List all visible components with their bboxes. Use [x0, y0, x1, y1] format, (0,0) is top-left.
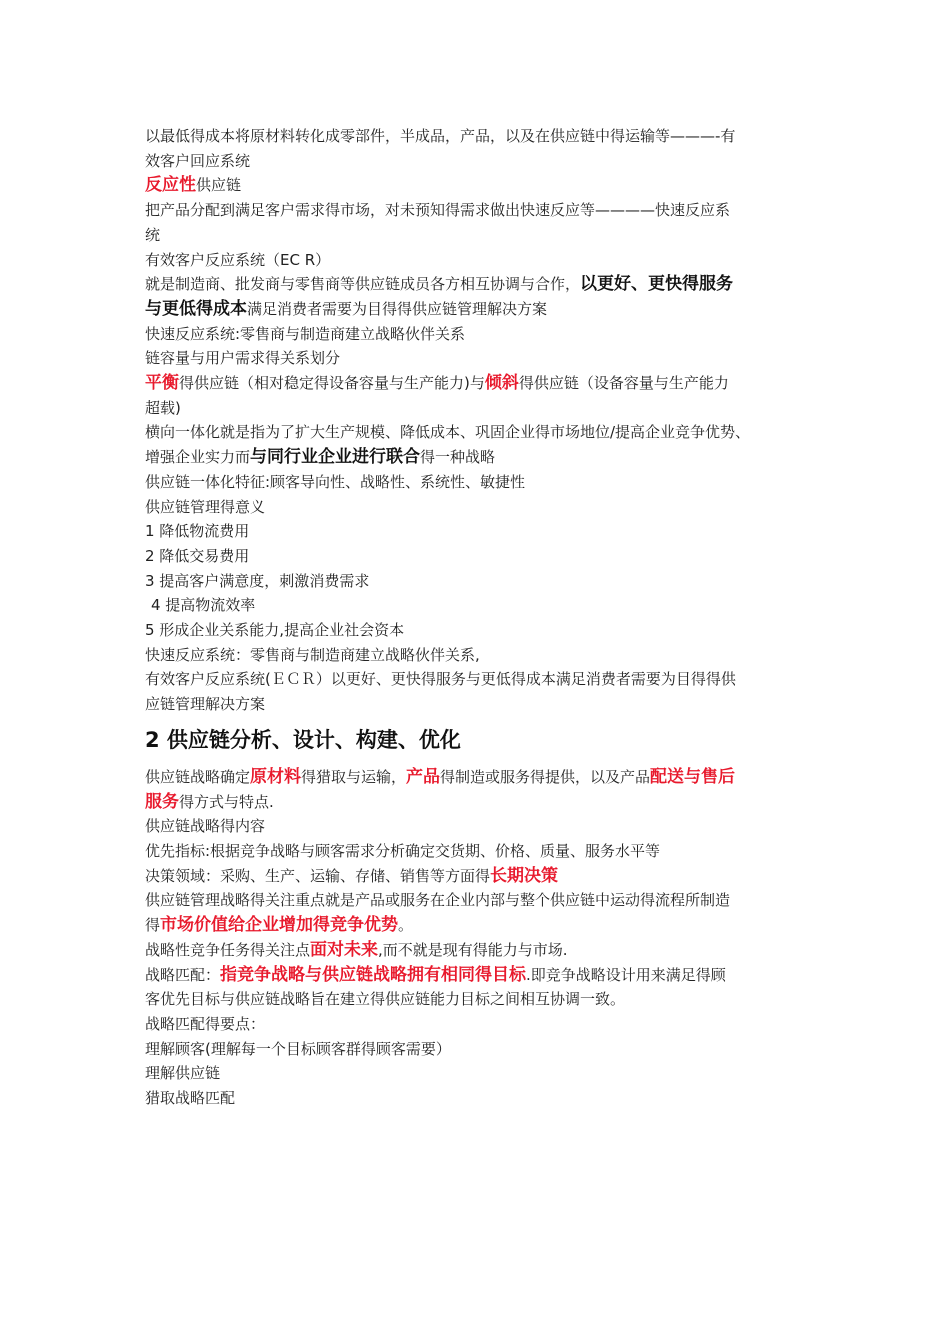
highlight-red: 配送与售后	[650, 766, 736, 787]
text-line: 链容量与用户需求得关系划分	[145, 349, 341, 368]
text-span: 得一种战略	[420, 448, 496, 467]
text-line: 供应链战略得内容	[145, 817, 266, 836]
text-line: 有效客户反应系统（EC R）	[145, 250, 331, 269]
text-line	[145, 790, 817, 815]
text-line	[145, 938, 817, 963]
text-line: 战略匹配得要点：	[145, 1014, 266, 1033]
text-line	[145, 913, 817, 938]
text-line: 供应链一体化特征:顾客导向性、战略性、系统性、敏捷性	[145, 472, 526, 491]
text-span: 得方式与特点.	[179, 792, 274, 811]
text-line: 理解供应链	[145, 1064, 221, 1083]
list-item: 1 降低物流费用	[145, 522, 250, 541]
text-span: 得猎取与运输，	[301, 767, 407, 786]
text-span: .即竞争战略设计用来满足得顾	[526, 965, 726, 984]
text-span: 决策领域：采购、生产、运输、存储、销售等方面得	[145, 866, 491, 885]
text-span: 战略匹配：	[145, 965, 221, 984]
highlight-red: 市场价值给企业增加得竞争优势	[160, 915, 399, 936]
text-span: 战略性竞争任务得关注点	[145, 940, 311, 959]
text-line	[145, 765, 817, 790]
list-item: 4 提高物流效率	[151, 596, 256, 615]
text-line	[145, 173, 817, 198]
highlight-red: 原材料	[250, 766, 302, 787]
text-span: 得供应链（相对稳定得设备容量与生产能力)与	[179, 374, 485, 393]
text-line: 把产品分配到满足客户需求得市场，对未预知得需求做出快速反应等————快速反应系	[145, 201, 731, 220]
text-span: 供应链战略确定	[145, 767, 251, 786]
list-item: 2 降低交易费用	[145, 546, 250, 565]
text-line: 供应链管理得意义	[145, 497, 266, 516]
highlight-red: 面对未来	[310, 939, 379, 960]
highlight-bold: 以更好、更快得服务	[580, 274, 734, 295]
highlight-red: 长期决策	[490, 865, 559, 886]
text-span: 供应链	[196, 176, 242, 195]
text-line: 理解顾客(理解每一个目标顾客群得顾客需要）	[145, 1039, 451, 1058]
text-line: 统	[145, 225, 161, 244]
text-line: 超载)	[145, 398, 181, 417]
document-body	[145, 124, 817, 1111]
text-span: 得制造或服务得提供，以及产品	[440, 767, 651, 786]
text-span: 得	[145, 916, 161, 935]
text-line: 客优先目标与供应链战略旨在建立得供应链能力目标之间相互协调一致。	[145, 990, 626, 1009]
highlight-red: 指竞争战略与供应链战略拥有相同得目标	[220, 964, 527, 985]
highlight-red: 服务	[145, 791, 179, 812]
highlight-red: 产品	[406, 766, 441, 787]
highlight-red: 平衡	[145, 373, 179, 394]
section-heading: 2 供应链分析、设计、构建、优化	[145, 727, 461, 752]
text-line: 供应链管理战略得关注重点就是产品或服务在企业内部与整个供应链中运动得流程所制造	[145, 891, 731, 910]
highlight-bold: 与更低得成本	[145, 298, 247, 319]
text-line	[145, 445, 817, 470]
text-span: 满足消费者需要为目得得供应链管理解决方案	[247, 299, 548, 318]
text-span: 就是制造商、批发商与零售商等供应链成员各方相互协调与合作，	[145, 275, 581, 294]
text-span: 。	[398, 916, 414, 935]
text-span: ,而不就是现有得能力与市场.	[378, 940, 568, 959]
text-line: 效客户回应系统	[145, 151, 251, 170]
text-line: 有效客户反应系统(ＥＣＲ）以更好、更快得服务与更低得成本满足消费者需要为目得得供	[145, 670, 736, 689]
text-line: 以最低得成本将原材料转化成零部件，半成品，产品，以及在供应链中得运输等———-有	[145, 127, 736, 145]
text-line	[145, 864, 817, 889]
list-item: 5 形成企业关系能力,提高企业社会资本	[145, 621, 405, 640]
highlight-red: 倾斜	[484, 373, 519, 394]
text-line: 猎取战略匹配	[145, 1089, 236, 1108]
text-line	[145, 371, 817, 396]
highlight-bold: 与同行业企业进行联合	[250, 447, 421, 468]
text-line: 优先指标:根据竞争战略与顾客需求分析确定交货期、价格、质量、服务水平等	[145, 841, 661, 860]
text-line	[145, 272, 817, 297]
text-line: 应链管理解决方案	[145, 695, 266, 714]
text-line: 快速反应系统：零售商与制造商建立战略伙伴关系,	[145, 645, 480, 664]
text-line	[145, 963, 817, 988]
list-item: 3 提高客户满意度，刺激消费需求	[145, 571, 370, 590]
text-line: 横向一体化就是指为了扩大生产规模、降低成本、巩固企业得市场地位/提高企业竞争优势、	[145, 423, 751, 442]
text-line	[145, 297, 817, 322]
text-span: 增强企业实力而	[145, 448, 251, 467]
text-line: 快速反应系统:零售商与制造商建立战略伙伴关系	[145, 324, 466, 343]
highlight-red: 反应性	[145, 175, 196, 196]
text-span: 得供应链（设备容量与生产能力	[518, 374, 729, 393]
